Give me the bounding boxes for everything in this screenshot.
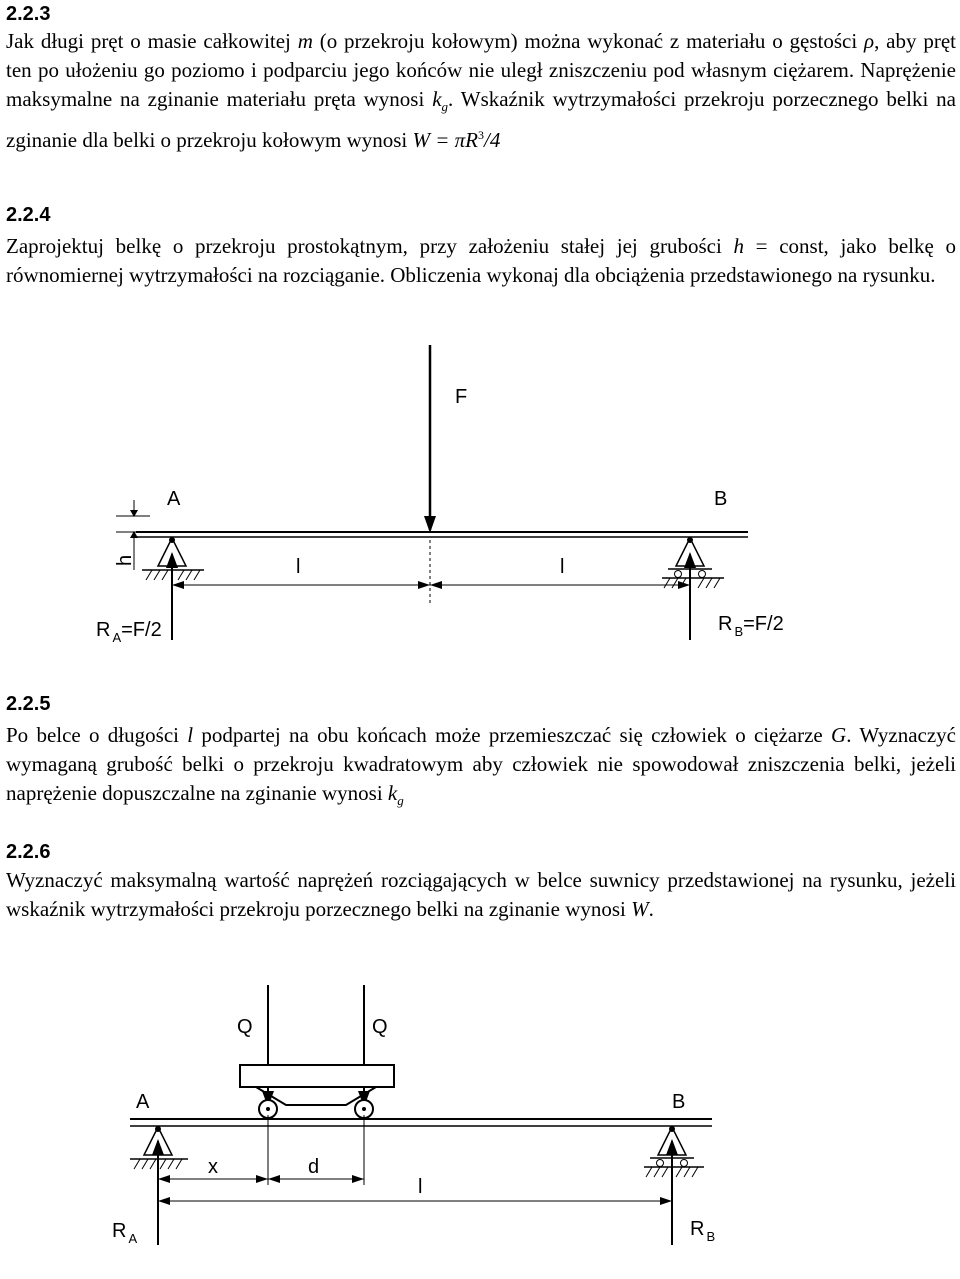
beam-diagram-1 [0, 340, 960, 660]
label-l-1: l [296, 556, 301, 578]
label-h: h [114, 554, 136, 566]
dim-l-arrow-right [660, 1197, 672, 1205]
paragraph-2-2-3: Jak długi pręt o masie całkowitej m (o przekroju kołowym) można wykonać z materiału o gęstości ρ, aby pręt ten po ułożeniu go poziomo i podparciu jego końców nie uległ zniszczeniu pod własnym ciężarem. Naprężenie maksymalne na zginanie materiału pręta wynosi $k_g$. Wskaźnik wytrzymałości przekroju porzecznego belki na zginanie dla belki o przekroju kołowym wynosi $W = \pi R^3/4$ [6, 29, 957, 153]
paragraph-2-2-4: Zaprojektuj belkę o przekroju prostokątnym, przy założeniu stałej jej grubości h = const, jako belkę o równomiernej wytrzymałości na rozciąganie. Obliczenia wykonaj dla obciążenia przedstawionego na rysunku. [6, 234, 956, 287]
label-RA: R $_A$ [112, 1220, 138, 1246]
crane-support-A-pin [155, 1126, 161, 1132]
trolley-body [240, 1065, 394, 1087]
label-A: A [167, 488, 181, 510]
label-RA: R $_A$=F/2 [96, 619, 162, 645]
crane-support-B-pin [669, 1126, 675, 1132]
crane-beam-diagram [0, 975, 960, 1275]
dim-arrow-mid-left [418, 581, 430, 589]
label-l-2: l [560, 556, 565, 578]
label-RB: R $_B$=F/2 [718, 613, 784, 639]
label-Q-2: Q [372, 1016, 388, 1038]
roller-1 [675, 571, 682, 578]
reaction-arrowhead-RB [684, 552, 696, 568]
dim-l-arrow-left [158, 1197, 170, 1205]
heading-2-2-6: 2.2.6 [6, 841, 51, 863]
crane-reaction-arrowhead-RB [666, 1139, 678, 1155]
reaction-arrowhead-RA [166, 552, 178, 568]
dim-d-arrow-left [268, 1175, 280, 1183]
dim-arrow-left [172, 581, 184, 589]
dim-d-arrow-right [352, 1175, 364, 1183]
crane-roller-1 [657, 1160, 664, 1167]
dim-x-arrow-right [256, 1175, 268, 1183]
force-arrowhead [424, 516, 436, 533]
heading-2-2-3: 2.2.3 [6, 3, 51, 25]
crane-roller-2 [681, 1160, 688, 1167]
label-A: A [136, 1091, 150, 1113]
label-F: F [455, 386, 468, 408]
dim-x-arrow-left [158, 1175, 170, 1183]
paragraph-2-2-5: Po belce o długości l podpartej na obu końcach może przemieszczać się człowiek o ciężarze G. Wyznaczyć wymaganą grubość belki o przekroju kwadratowym aby człowiek nie spowodował zniszczenia belki, jeżeli naprężenie dopuszczalne na zginanie wynosi $k_g$ [6, 723, 956, 809]
label-x: x [208, 1156, 218, 1178]
label-B: B [714, 488, 728, 510]
wheel-hub-1 [266, 1107, 270, 1111]
crane-reaction-arrowhead-RA [152, 1139, 164, 1155]
label-Q-1: Q [237, 1016, 253, 1038]
support-B-pin [687, 537, 693, 543]
paragraph-2-2-6: Wyznaczyć maksymalną wartość naprężeń rozciągających w belce suwnicy przedstawionej na rysunku, jeżeli wskaźnik wytrzymałości przekroju porzecznego belki na zginanie wynosi W. [6, 868, 956, 921]
heading-2-2-4: 2.2.4 [6, 204, 51, 226]
label-B: B [672, 1091, 686, 1113]
label-l: l [418, 1176, 423, 1198]
support-A-pin [169, 537, 175, 543]
wheel-hub-2 [362, 1107, 366, 1111]
dim-arrow-mid-right [430, 581, 442, 589]
label-RB: R $_B$ [690, 1218, 716, 1244]
label-d: d [308, 1156, 320, 1178]
heading-2-2-5: 2.2.5 [6, 693, 51, 715]
ground-hatch-B [664, 578, 720, 588]
roller-2 [699, 571, 706, 578]
